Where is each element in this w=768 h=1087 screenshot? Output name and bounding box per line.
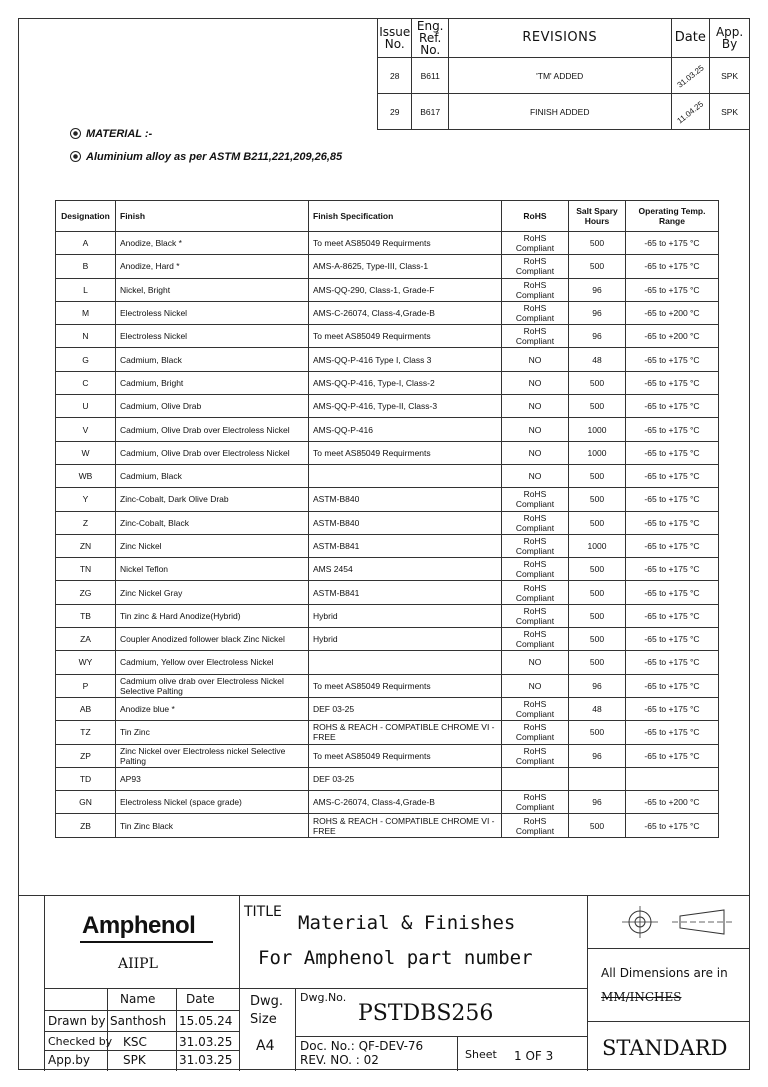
finish-cell: Electroless Nickel (space grade) xyxy=(116,791,309,814)
finish-spec-cell: AMS-C-26074, Class-4,Grade-B xyxy=(309,301,502,324)
finish-cell: Electroless Nickel xyxy=(116,301,309,324)
revision-app-by: SPK xyxy=(710,94,750,130)
revision-date-cell xyxy=(671,94,710,130)
finish-spec-cell: ASTM-B840 xyxy=(309,511,502,534)
designation-cell: V xyxy=(56,418,116,441)
designation-cell: GN xyxy=(56,791,116,814)
finishes-header xyxy=(56,201,719,232)
rohs-cell: RoHS Compliant xyxy=(502,628,569,651)
salt-spray-cell: 96 xyxy=(569,674,626,697)
designation-cell: ZP xyxy=(56,744,116,767)
salt-spray-cell: 500 xyxy=(569,488,626,511)
salt-spray-cell xyxy=(569,767,626,790)
revisions-header xyxy=(378,19,750,58)
finish-spec-cell xyxy=(309,651,502,674)
checked-by-date: 31.03.25 xyxy=(179,1035,233,1049)
rohs-cell: RoHS Compliant xyxy=(502,581,569,604)
revision-issue: 29 xyxy=(378,94,412,130)
third-angle-projection-icon xyxy=(618,904,738,940)
revision-eng-ref: B617 xyxy=(412,94,449,130)
checked-by-label: Checked by xyxy=(48,1035,113,1048)
finish-row xyxy=(56,418,719,441)
salt-spray-cell: 500 xyxy=(569,511,626,534)
rohs-cell: NO xyxy=(502,674,569,697)
designation-cell: AB xyxy=(56,697,116,720)
drawn-by-date: 15.05.24 xyxy=(179,1014,233,1028)
designation-cell: P xyxy=(56,674,116,697)
name-header: Name xyxy=(120,992,156,1006)
temp-range-cell: -65 to +175 °C xyxy=(626,674,719,697)
designation-cell: TN xyxy=(56,558,116,581)
temp-range-cell: -65 to +175 °C xyxy=(626,651,719,674)
finish-row xyxy=(56,255,719,278)
rohs-cell: RoHS Compliant xyxy=(502,325,569,348)
rohs-cell: NO xyxy=(502,418,569,441)
dwg-size: A4 xyxy=(256,1038,275,1054)
rohs-cell: RoHS Compliant xyxy=(502,488,569,511)
finish-cell: Zinc-Cobalt, Black xyxy=(116,511,309,534)
salt-spray-cell: 500 xyxy=(569,371,626,394)
temp-range-cell: -65 to +175 °C xyxy=(626,278,719,301)
salt-spray-cell: 500 xyxy=(569,464,626,487)
temp-range-cell: -65 to +175 °C xyxy=(626,534,719,557)
finish-spec-cell: To meet AS85049 Requirments xyxy=(309,232,502,255)
finish-row xyxy=(56,464,719,487)
finish-row xyxy=(56,744,719,767)
finish-spec-cell: AMS-QQ-P-416 xyxy=(309,418,502,441)
finish-header: Finish xyxy=(116,201,309,232)
designation-cell: G xyxy=(56,348,116,371)
finish-spec-cell: ASTM-B840 xyxy=(309,488,502,511)
finish-spec-cell: AMS-A-8625, Type-III, Class-1 xyxy=(309,255,502,278)
title-block xyxy=(18,895,750,1071)
designation-cell: WB xyxy=(56,464,116,487)
finish-spec-cell: To meet AS85049 Requirments xyxy=(309,441,502,464)
finish-cell: Zinc Nickel over Electroless nickel Selective Palting xyxy=(116,744,309,767)
finish-spec-cell: AMS-QQ-290, Class-1, Grade-F xyxy=(309,278,502,301)
finish-cell: Nickel, Bright xyxy=(116,278,309,301)
finish-spec-cell: ROHS & REACH - COMPATIBLE CHROME VI - FREE xyxy=(309,721,502,744)
sheet-number: 1 OF 3 xyxy=(514,1049,554,1063)
designation-cell: ZG xyxy=(56,581,116,604)
salt-spray-cell: 96 xyxy=(569,301,626,324)
salt-spray-cell: 96 xyxy=(569,791,626,814)
designation-cell: TD xyxy=(56,767,116,790)
finish-cell: Tin zinc & Hard Anodize(Hybrid) xyxy=(116,604,309,627)
revisions-table xyxy=(377,18,750,130)
finish-row xyxy=(56,441,719,464)
finish-cell: Cadmium, Yellow over Electroless Nickel xyxy=(116,651,309,674)
temp-range-cell: -65 to +175 °C xyxy=(626,744,719,767)
temp-range-cell: -65 to +175 °C xyxy=(626,418,719,441)
bullet-icon xyxy=(70,128,81,139)
revision-app-by: SPK xyxy=(710,58,750,94)
rohs-cell: RoHS Compliant xyxy=(502,255,569,278)
rohs-cell: RoHS Compliant xyxy=(502,744,569,767)
company-logo: Amphenol xyxy=(82,912,196,939)
designation-cell: WY xyxy=(56,651,116,674)
designation-cell: ZB xyxy=(56,814,116,837)
finish-cell: Zinc Nickel Gray xyxy=(116,581,309,604)
salt-spray-cell: 1000 xyxy=(569,441,626,464)
temp-range-cell: -65 to +175 °C xyxy=(626,721,719,744)
finish-spec-cell: DEF 03-25 xyxy=(309,697,502,720)
salt-spray-cell: 500 xyxy=(569,581,626,604)
rohs-cell: RoHS Compliant xyxy=(502,558,569,581)
finish-spec-cell: ASTM-B841 xyxy=(309,581,502,604)
salt-spray-cell: 1000 xyxy=(569,534,626,557)
finish-cell: Cadmium, Bright xyxy=(116,371,309,394)
date-header: Date xyxy=(671,19,710,58)
revision-description: FINISH ADDED xyxy=(448,94,671,130)
temp-range-cell: -65 to +175 °C xyxy=(626,628,719,651)
salt-spray-cell: 500 xyxy=(569,628,626,651)
finish-spec-cell: AMS-QQ-P-416, Type-I, Class-2 xyxy=(309,371,502,394)
temp-range-cell: -65 to +175 °C xyxy=(626,348,719,371)
finish-row xyxy=(56,278,719,301)
finish-spec-cell: ROHS & REACH - COMPATIBLE CHROME VI - FREE xyxy=(309,814,502,837)
sheet-label: Sheet xyxy=(465,1048,497,1061)
temp-range-cell: -65 to +175 °C xyxy=(626,371,719,394)
finish-cell: Nickel Teflon xyxy=(116,558,309,581)
dimensions-note: All Dimensions are in xyxy=(601,966,728,980)
rohs-cell: RoHS Compliant xyxy=(502,814,569,837)
title-label: TITLE xyxy=(244,904,282,920)
standard-label: STANDARD xyxy=(602,1036,728,1060)
doc-number: Doc. No.: QF-DEV-76 xyxy=(300,1039,424,1053)
temp-range-cell: -65 to +175 °C xyxy=(626,232,719,255)
salt-spray-cell: 1000 xyxy=(569,418,626,441)
temp-range-header: Operating Temp. Range xyxy=(626,201,719,232)
rohs-cell: NO xyxy=(502,441,569,464)
rohs-cell: NO xyxy=(502,464,569,487)
revisions-title: REVISIONS xyxy=(448,19,671,58)
rohs-cell: RoHS Compliant xyxy=(502,232,569,255)
finish-row xyxy=(56,395,719,418)
finish-cell: Cadmium, Black xyxy=(116,348,309,371)
finish-row xyxy=(56,604,719,627)
designation-cell: M xyxy=(56,301,116,324)
revision-row xyxy=(378,94,750,130)
finish-cell: Zinc-Cobalt, Dark Olive Drab xyxy=(116,488,309,511)
salt-spray-cell: 500 xyxy=(569,255,626,278)
finish-cell: Cadmium, Olive Drab xyxy=(116,395,309,418)
finish-row xyxy=(56,628,719,651)
finish-row xyxy=(56,721,719,744)
temp-range-cell: -65 to +175 °C xyxy=(626,395,719,418)
material-spec xyxy=(70,151,342,163)
rohs-cell: RoHS Compliant xyxy=(502,278,569,301)
finish-cell: Tin Zinc Black xyxy=(116,814,309,837)
finish-spec-cell: ASTM-B841 xyxy=(309,534,502,557)
division-name: AIIPL xyxy=(118,956,158,972)
finish-cell: Coupler Anodized follower black Zinc Nickel xyxy=(116,628,309,651)
finish-cell: Cadmium, Olive Drab over Electroless Nickel xyxy=(116,441,309,464)
eng-ref-header: Eng. Ref. No. xyxy=(412,19,449,58)
rohs-cell xyxy=(502,767,569,790)
title-line-1: Material & Finishes xyxy=(298,912,516,934)
revision-date: 31.03.25 xyxy=(675,62,706,90)
date-col-header: Date xyxy=(186,992,215,1006)
designation-cell: U xyxy=(56,395,116,418)
revision-date: 11.04.25 xyxy=(675,99,706,125)
designation-cell: N xyxy=(56,325,116,348)
temp-range-cell: -65 to +175 °C xyxy=(626,697,719,720)
salt-spray-cell: 500 xyxy=(569,651,626,674)
finish-spec-cell xyxy=(309,464,502,487)
finish-cell: Zinc Nickel xyxy=(116,534,309,557)
drawn-by-name: Santhosh xyxy=(110,1014,167,1028)
app-by-header: App. By xyxy=(710,19,750,58)
finish-row xyxy=(56,371,719,394)
salt-spray-cell: 48 xyxy=(569,348,626,371)
finish-cell: Tin Zinc xyxy=(116,721,309,744)
salt-spray-header: Salt Spary Hours xyxy=(569,201,626,232)
finishes-table xyxy=(55,200,719,838)
rev-number: REV. NO. : 02 xyxy=(300,1053,379,1067)
designation-header: Designation xyxy=(56,201,116,232)
finish-row xyxy=(56,232,719,255)
finish-spec-cell: AMS-C-26074, Class-4,Grade-B xyxy=(309,791,502,814)
temp-range-cell: -65 to +200 °C xyxy=(626,325,719,348)
checked-by-name: KSC xyxy=(123,1035,147,1049)
finish-spec-cell: To meet AS85049 Requirments xyxy=(309,674,502,697)
salt-spray-cell: 500 xyxy=(569,232,626,255)
rohs-cell: RoHS Compliant xyxy=(502,301,569,324)
salt-spray-cell: 500 xyxy=(569,814,626,837)
finishes-body xyxy=(56,232,719,838)
rohs-cell: NO xyxy=(502,651,569,674)
finish-cell: AP93 xyxy=(116,767,309,790)
finish-row xyxy=(56,558,719,581)
dwg-no-label: Dwg.No. xyxy=(300,991,347,1004)
app-by-name: SPK xyxy=(123,1053,146,1067)
rohs-header: RoHS xyxy=(502,201,569,232)
temp-range-cell xyxy=(626,767,719,790)
revision-description: 'TM' ADDED xyxy=(448,58,671,94)
temp-range-cell: -65 to +175 °C xyxy=(626,558,719,581)
designation-cell: C xyxy=(56,371,116,394)
temp-range-cell: -65 to +175 °C xyxy=(626,511,719,534)
designation-cell: L xyxy=(56,278,116,301)
finish-row xyxy=(56,325,719,348)
finish-spec-cell: Hybrid xyxy=(309,628,502,651)
designation-cell: Z xyxy=(56,511,116,534)
finish-row xyxy=(56,767,719,790)
app-by-label: App.by xyxy=(48,1053,90,1067)
temp-range-cell: -65 to +200 °C xyxy=(626,791,719,814)
designation-cell: W xyxy=(56,441,116,464)
finish-row xyxy=(56,581,719,604)
drawn-by-label: Drawn by xyxy=(48,1014,106,1028)
finish-cell: Anodize, Black * xyxy=(116,232,309,255)
salt-spray-cell: 500 xyxy=(569,395,626,418)
finish-row xyxy=(56,301,719,324)
designation-cell: Y xyxy=(56,488,116,511)
app-by-date: 31.03.25 xyxy=(179,1053,233,1067)
dwg-size-label: Dwg. Size xyxy=(250,994,284,1027)
temp-range-cell: -65 to +175 °C xyxy=(626,604,719,627)
temp-range-cell: -65 to +200 °C xyxy=(626,301,719,324)
designation-cell: TB xyxy=(56,604,116,627)
rohs-cell: RoHS Compliant xyxy=(502,511,569,534)
finish-row xyxy=(56,488,719,511)
title-line-2: For Amphenol part number xyxy=(258,947,533,969)
material-heading-text: MATERIAL :- xyxy=(86,128,153,140)
finish-cell: Electroless Nickel xyxy=(116,325,309,348)
finish-spec-header: Finish Specification xyxy=(309,201,502,232)
finish-spec-cell: AMS-QQ-P-416, Type-II, Class-3 xyxy=(309,395,502,418)
finish-row xyxy=(56,651,719,674)
salt-spray-cell: 500 xyxy=(569,604,626,627)
temp-range-cell: -65 to +175 °C xyxy=(626,441,719,464)
finish-row xyxy=(56,511,719,534)
finish-row xyxy=(56,348,719,371)
designation-cell: ZN xyxy=(56,534,116,557)
material-spec-text: Aluminium alloy as per ASTM B211,221,209,26,85 xyxy=(86,151,343,163)
rohs-cell: NO xyxy=(502,348,569,371)
rohs-cell: RoHS Compliant xyxy=(502,697,569,720)
temp-range-cell: -65 to +175 °C xyxy=(626,581,719,604)
rohs-cell: RoHS Compliant xyxy=(502,721,569,744)
finish-cell: Anodize, Hard * xyxy=(116,255,309,278)
finish-spec-cell: AMS 2454 xyxy=(309,558,502,581)
finish-cell: Cadmium, Olive Drab over Electroless Nickel xyxy=(116,418,309,441)
salt-spray-cell: 500 xyxy=(569,721,626,744)
dwg-number: PSTDBS256 xyxy=(358,1001,494,1026)
finish-cell: Cadmium olive drab over Electroless Nickel Selective Palting xyxy=(116,674,309,697)
finish-spec-cell: Hybrid xyxy=(309,604,502,627)
rohs-cell: RoHS Compliant xyxy=(502,791,569,814)
finish-spec-cell: To meet AS85049 Requirments xyxy=(309,325,502,348)
rohs-cell: NO xyxy=(502,371,569,394)
finish-cell: Anodize blue * xyxy=(116,697,309,720)
temp-range-cell: -65 to +175 °C xyxy=(626,488,719,511)
revision-row xyxy=(378,58,750,94)
material-heading xyxy=(70,128,152,140)
temp-range-cell: -65 to +175 °C xyxy=(626,464,719,487)
revision-eng-ref: B611 xyxy=(412,58,449,94)
temp-range-cell: -65 to +175 °C xyxy=(626,255,719,278)
designation-cell: ZA xyxy=(56,628,116,651)
revision-issue: 28 xyxy=(378,58,412,94)
salt-spray-cell: 96 xyxy=(569,278,626,301)
finish-row xyxy=(56,697,719,720)
finish-cell: Cadmium, Black xyxy=(116,464,309,487)
finish-spec-cell: DEF 03-25 xyxy=(309,767,502,790)
rohs-cell: RoHS Compliant xyxy=(502,604,569,627)
salt-spray-cell: 500 xyxy=(569,558,626,581)
salt-spray-cell: 48 xyxy=(569,697,626,720)
rohs-cell: RoHS Compliant xyxy=(502,534,569,557)
revision-date-cell xyxy=(671,58,710,94)
designation-cell: B xyxy=(56,255,116,278)
finish-spec-cell: AMS-QQ-P-416 Type I, Class 3 xyxy=(309,348,502,371)
finish-row xyxy=(56,814,719,837)
finish-row xyxy=(56,534,719,557)
bullet-icon xyxy=(70,151,81,162)
rohs-cell: NO xyxy=(502,395,569,418)
designation-cell: TZ xyxy=(56,721,116,744)
finish-row xyxy=(56,674,719,697)
salt-spray-cell: 96 xyxy=(569,325,626,348)
designation-cell: A xyxy=(56,232,116,255)
dimension-units: MM/INCHES xyxy=(601,990,682,1004)
finish-spec-cell: To meet AS85049 Requirments xyxy=(309,744,502,767)
issue-no-header: Issue No. xyxy=(378,19,412,58)
temp-range-cell: -65 to +175 °C xyxy=(626,814,719,837)
finish-row xyxy=(56,791,719,814)
salt-spray-cell: 96 xyxy=(569,744,626,767)
